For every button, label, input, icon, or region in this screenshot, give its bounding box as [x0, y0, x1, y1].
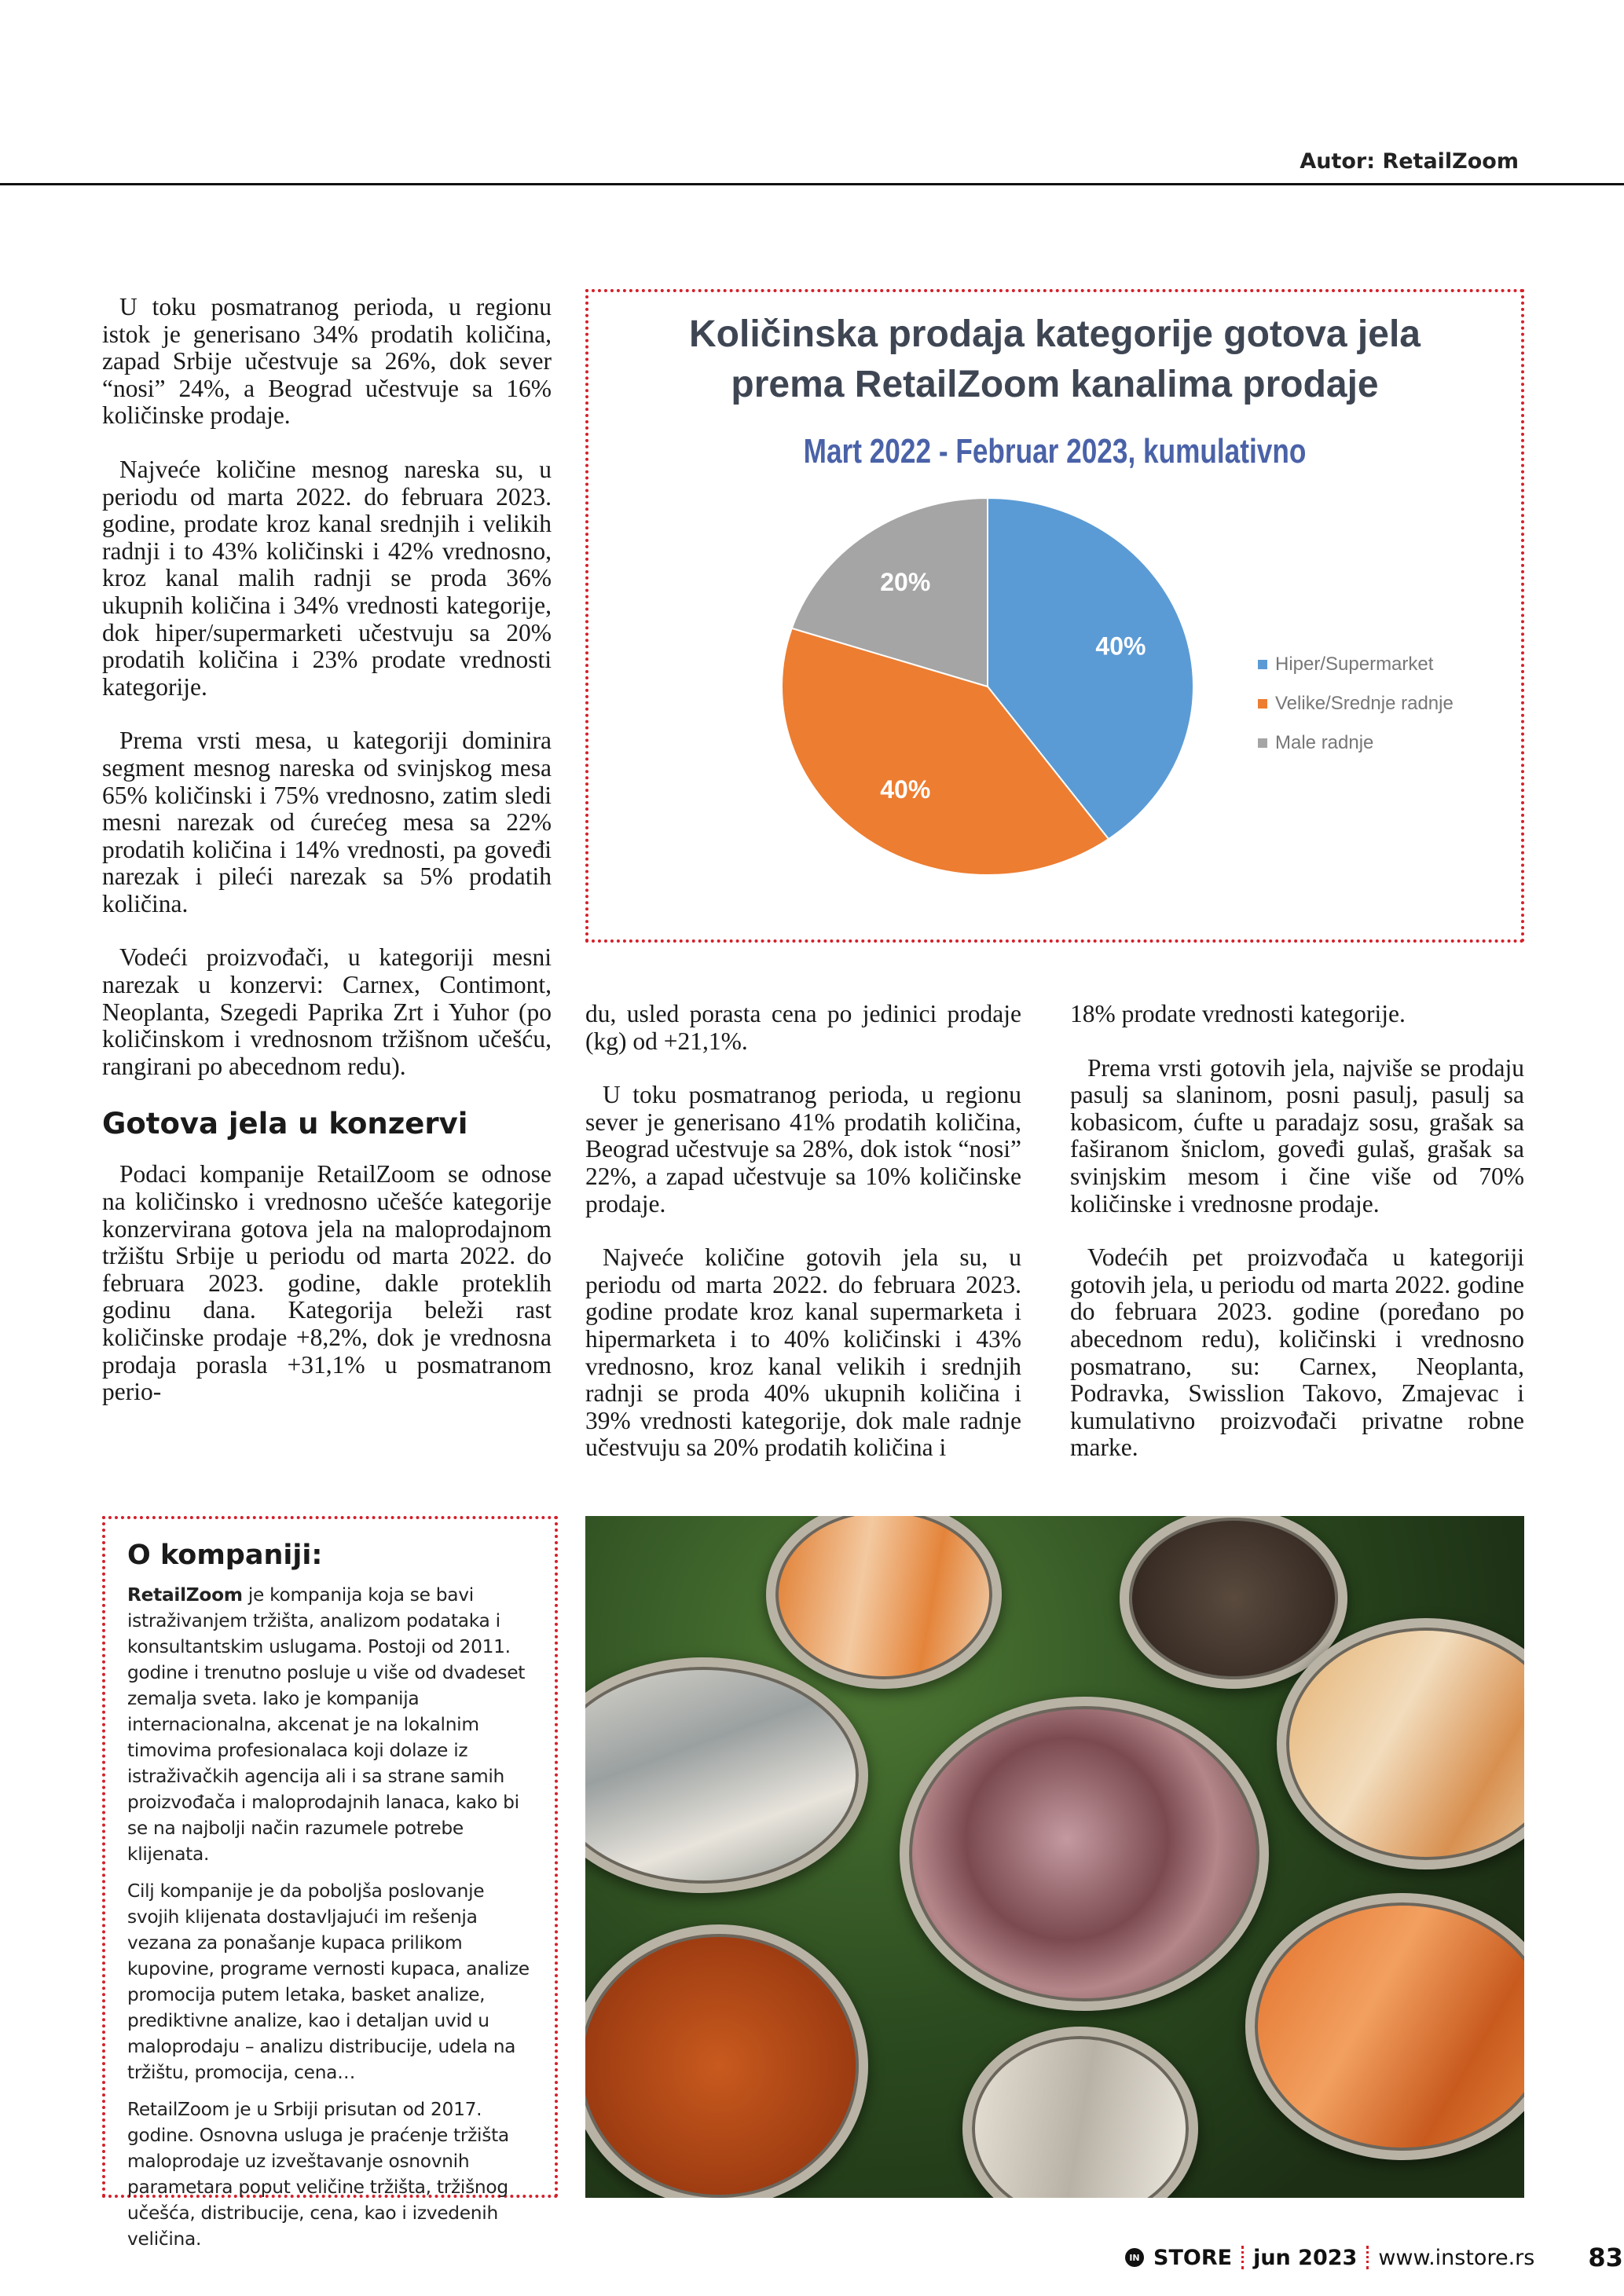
brand-name: RetailZoom [127, 1584, 243, 1606]
paragraph: Vodeći proizvođači, u kategoriji mesni narezak u konzervi: Carnex, Contimont, Neoplanta, Szegedi Paprika Zrt i Yuhor (po količinskom i vrednosnom tržišnom učešću, rangirani po abecednom redu). [102, 943, 552, 1080]
about-title: O kompaniji: [127, 1540, 323, 1571]
about-paragraph: Cilj kompanije je da poboljša poslovanje svojih klijenata dostavljajući im rešenja vezana za ponašanje kupaca prilikom kupovine, programe vernosti kupaca, analize promocija putem letaka, basket analize, prediktivne analize, kao i detaljan uvid u maloprodaju – analizu distribucije, udela na tržištu, promocija, cena… [127, 1880, 530, 2083]
paragraph: U toku posmatranog perioda, u regionu sever je generisano 41% prodatih količina, Beograd učestvuje sa 28%, dok istok “nosi” 22%, a zapad učestvuje sa 10% količinske prodaje. [585, 1081, 1021, 1218]
about-company-box [102, 1516, 558, 2250]
article-column-2 [585, 1001, 1021, 1489]
legend-label: Male radnje [1275, 732, 1374, 753]
website-link[interactable]: www.instore.rs [1378, 2245, 1535, 2270]
section-heading: Gotova jela u konzervi [102, 1107, 468, 1141]
legend-item [1258, 732, 1454, 754]
magazine-name: STORE [1153, 2245, 1233, 2270]
paragraph: U toku posmatranog perioda, u regionu istok je generisano 34% prodatih količina, zapad Srbije učestvuje sa 26%, dok sever “nosi” 24%, a Beograd učestvuje sa 16% količinske prodaje. [102, 293, 552, 430]
legend-label: Velike/Srednje radnje [1275, 693, 1454, 714]
pie-data-label: 40% [1095, 632, 1146, 661]
page-number: 83 [1588, 2243, 1623, 2272]
divider [1366, 2246, 1369, 2269]
chart-legend [1258, 654, 1454, 771]
instore-logo-icon: IN [1125, 2248, 1144, 2267]
article-column-1 [102, 294, 552, 1433]
paragraph: Vodećih pet proizvođača u kategoriji gotovih jela, u periodu od marta 2022. godine do februara 2023. godine (poređano po abecednom redu), količinski i vrednosno posmatrano, su: Carnex, Neoplanta, Podravka, Swisslion Takovo, Zmajevac i kumulativno proizvođači privatne robne marke. [1070, 1243, 1524, 1462]
paragraph: du, usled porasta cena po jedinici prodaje (kg) od +21,1%. [585, 1000, 1021, 1055]
pie-data-label: 20% [880, 567, 931, 596]
author-credit: Autor: RetailZoom [1300, 149, 1519, 174]
paragraph: Prema vrsti gotovih jela, najviše se prodaju pasulj sa slaninom, posni pasulj, pasulj sa kobasicom, ćufte u paradajz sosu, grašak sa faširanom šniclom, goveđi gulaš, grašak sa svinjskim mesom i čine više od 70% količinske i vrednosne prodaje. [1070, 1053, 1524, 1218]
pie-data-label: 40% [880, 775, 931, 804]
pie-chart-figure [585, 289, 1524, 943]
legend-item [1258, 693, 1454, 715]
legend-item [1258, 654, 1454, 676]
divider [1241, 2246, 1244, 2269]
header-rule [0, 183, 1624, 185]
paragraph: Podaci kompanije RetailZoom se odnose na količinsko i vrednosno učešće kategorije konzervirana gotova jela na maloprodajnom tržištu Srbije u periodu od marta 2022. do februara 2023. godine, dakle proteklih godinu dana. Kategorija beleži rast količinske prodaje +8,2%, dok je vrednosna prodaja porasla +31,1% u posmatranom perio- [102, 1160, 552, 1406]
paragraph: Najveće količine mesnog nareska su, u periodu od marta 2022. do februara 2023. godine, prodate kroz kanal srednjih i velikih radnji i to 43% količinski i 42% vrednosno, kroz kanal malih radnji se proda 36% ukupnih količina i 34% vrednosti kategorije, dok hiper/supermarketi učestvuju sa 20% prodatih količina i 23% prodate vrednosti kategorije. [102, 455, 552, 701]
about-paragraph: RetailZoom je u Srbiji prisutan od 2017. godine. Osnovna usluga je praćenje tržišta maloprodaje uz izveštavanje osnovnih parametara poput veličine tržišta, tržišnog učešća, distribucije, cena, kao i izvedenih veličina. [127, 2099, 509, 2250]
about-paragraph [127, 1582, 533, 1867]
legend-label: Hiper/Supermarket [1275, 654, 1434, 675]
canned-food-photo [585, 1516, 1524, 2198]
legend-swatch [1258, 699, 1267, 709]
paragraph: 18% prodate vrednosti kategorije. [1070, 1000, 1406, 1027]
chart-title: Količinska prodaja kategorije gotova jela [689, 313, 1421, 355]
legend-swatch [1258, 660, 1267, 669]
issue-date: jun 2023 [1253, 2245, 1358, 2270]
chart-title-line2: prema RetailZoom kanalima prodaje [731, 364, 1379, 405]
legend-swatch [1258, 738, 1267, 748]
paragraph: Najveće količine gotovih jela su, u periodu od marta 2022. do februara 2023. godine prodate kroz kanal supermarketa i hipermarketa i to 40% količinski i 43% vrednosno, kroz kanal velikih i srednjih radnji se proda 40% ukupnih količina i 39% vrednosti kategorije, dok male radnje učestvuju sa 20% prodatih količina i [585, 1243, 1021, 1462]
article-column-3 [1070, 1001, 1524, 1489]
paragraph: Prema vrsti mesa, u kategoriji dominira segment mesnog nareska od svinjskog mesa 65% količinski i 75% vrednosno, zatim sledi mesni narezak od ćurećeg mesa sa 22% prodatih količina i 14% vrednosti, pa goveđi narezak i pileći narezak sa 5% prodatih količina. [102, 727, 552, 917]
about-text: je kompanija koja se bavi istraživanjem tržišta, analizom podataka i konsultantskim uslugama. Postoji od 2011. godine i trenutno posluje u više od dvadeset zemalja sveta. Iako je kompanija internacionalna, akcenat je na lokalnim timovima profesionalaca koji dolaze iz istraživačkih agencija ali i sa strane samih proizvođača i maloprodajnih lanaca, kako bi se na najbolji način razumele potrebe klijenata. [127, 1584, 526, 1865]
pie-chart [588, 292, 1521, 939]
chart-subtitle: Mart 2022 - Februar 2023, kumulativno [803, 432, 1307, 471]
page-footer [1125, 2243, 1623, 2272]
